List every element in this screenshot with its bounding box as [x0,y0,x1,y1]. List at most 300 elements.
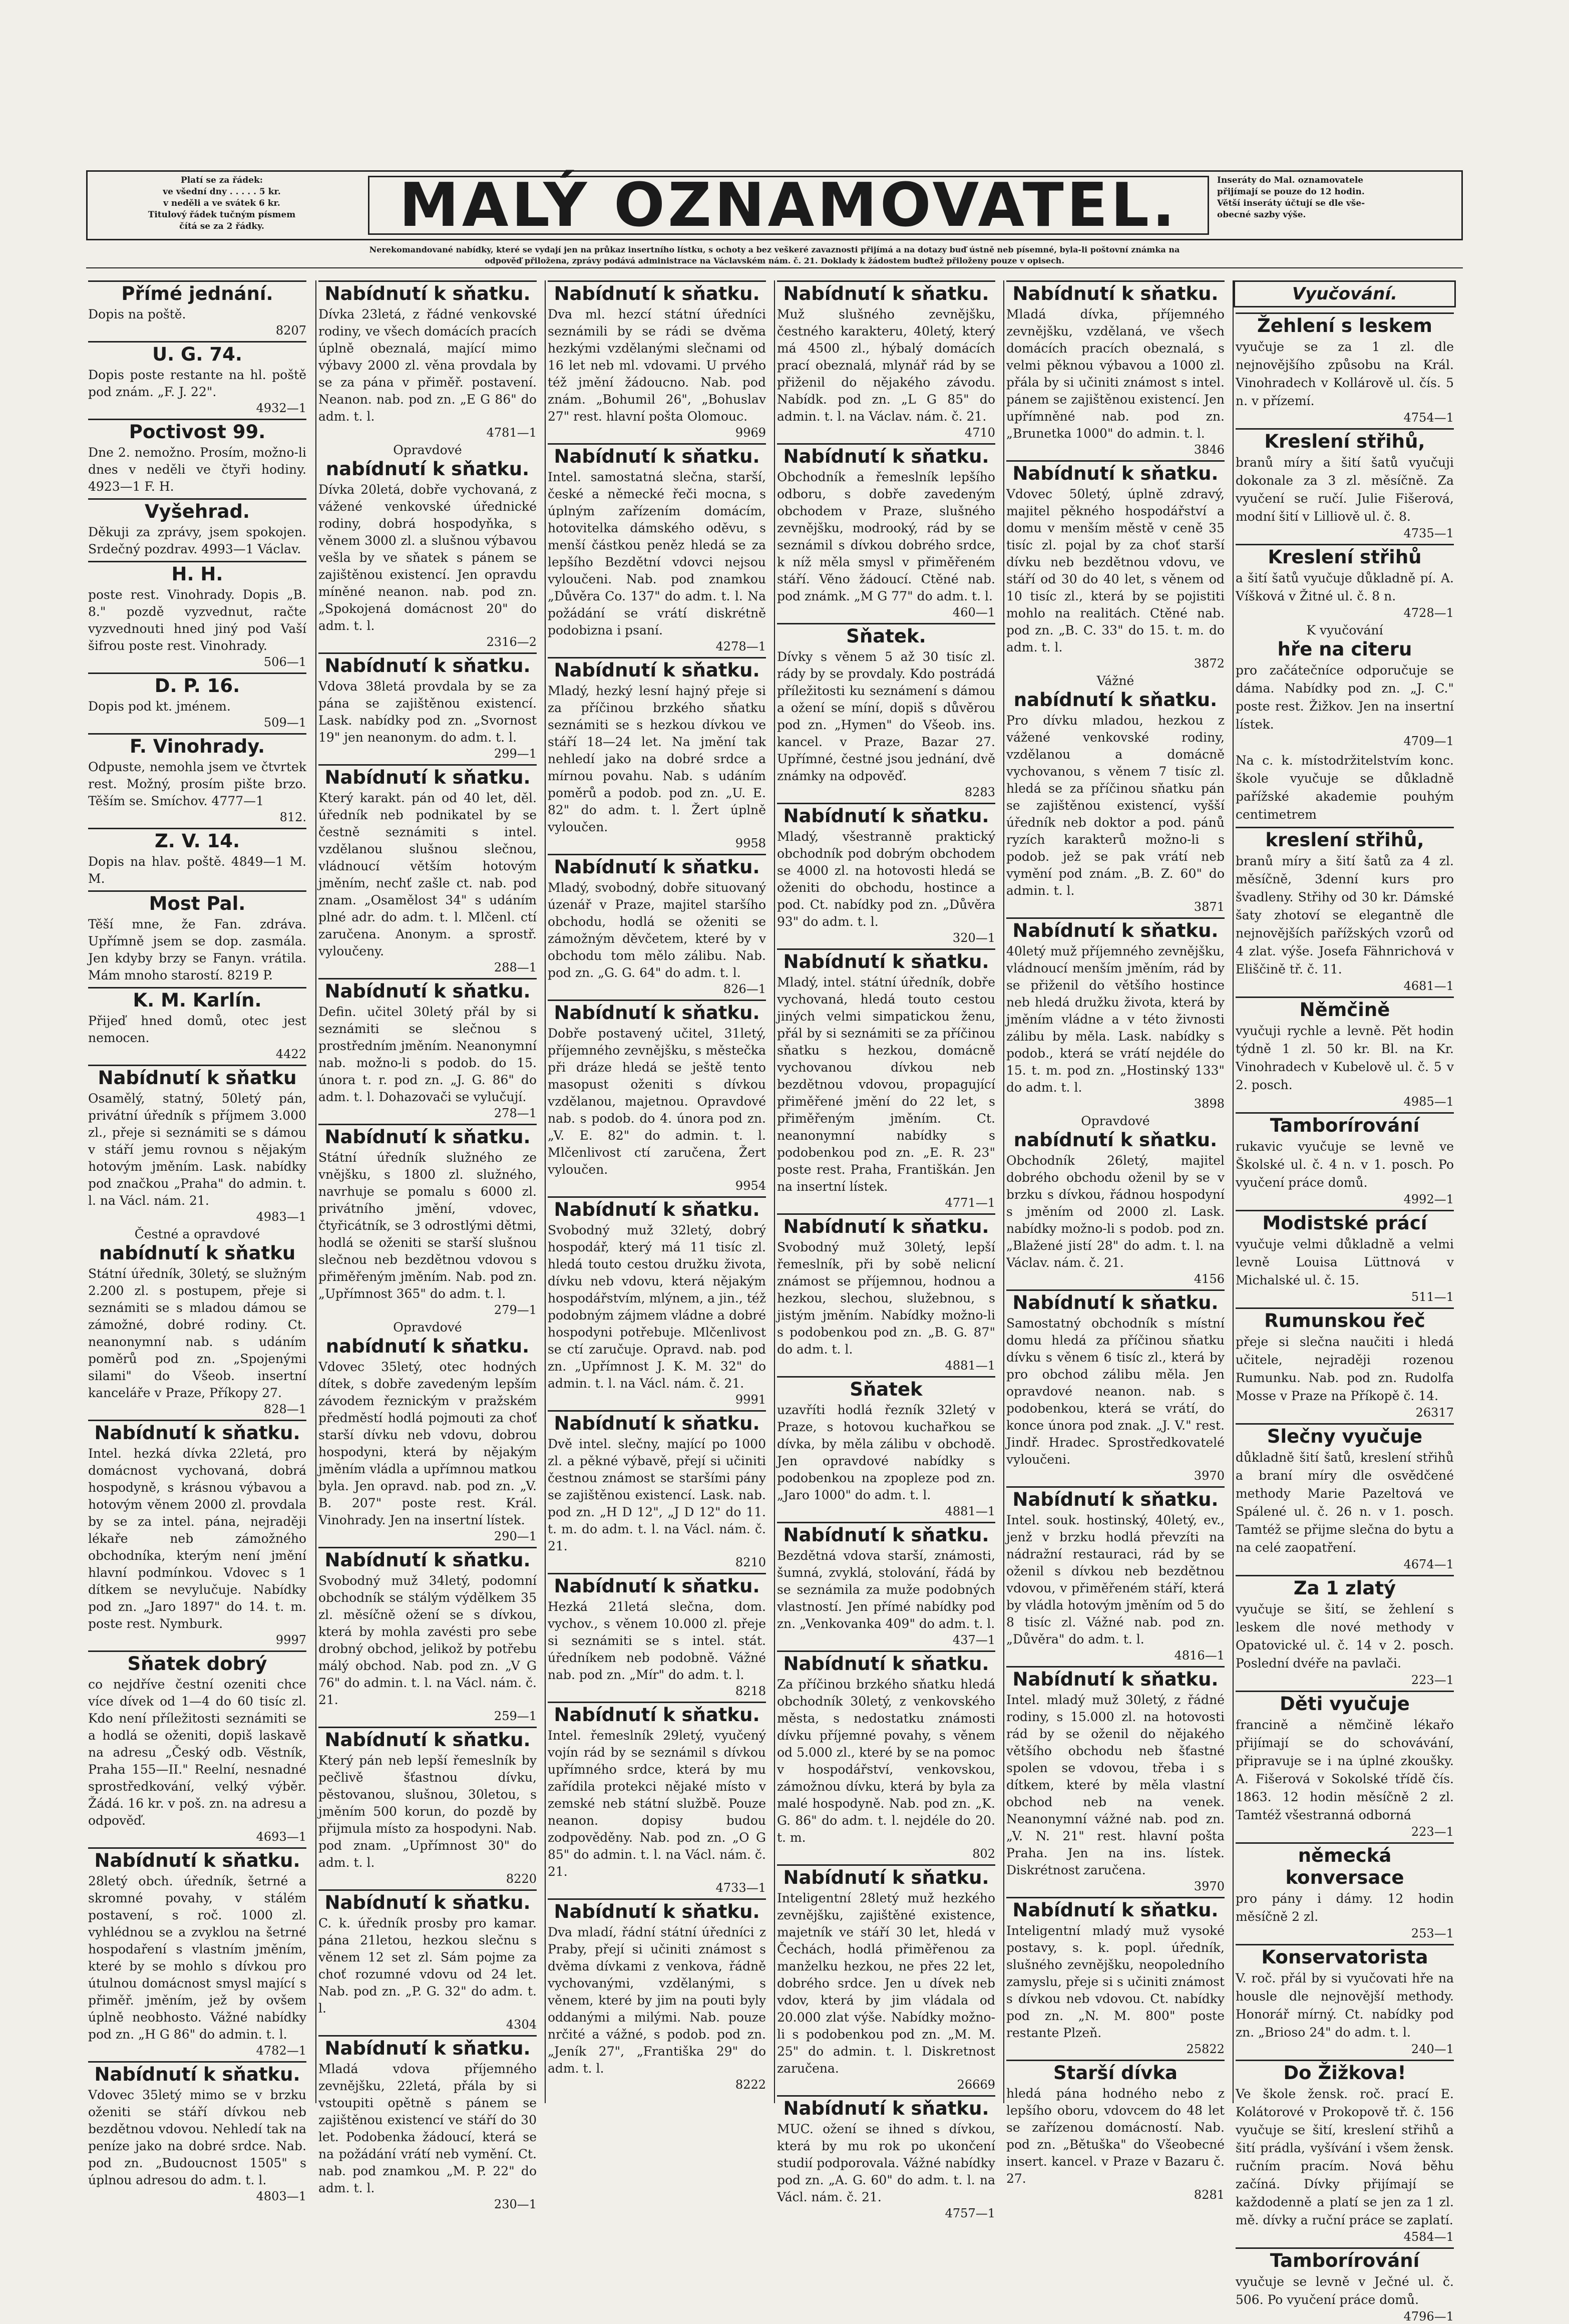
ad-body: branů míry a šití šatů za 4 zl. měsíčně, 3denní kurs pro švadleny. Střihy od 30 kr. Dámské šaty zhotoví se elegantně dle nejnovějších pařížských vzorů od 4 zlat. výše. Josefa Fähnrichová v Eliščině tř. č. 11. [1236,854,1454,976]
ad-code: 4816—1 [1174,1648,1225,1663]
classified-ad [1236,1423,1454,1572]
ad-heading: Kreslení střihů, [1236,428,1454,453]
ad-heading: Rumunskou řeč [1236,1307,1454,1332]
ad-code: 4693—1 [256,1830,306,1844]
classified-ad [318,280,537,440]
ad-code: 4735—1 [1403,526,1454,540]
ad-heading: Sňatek dobrý [88,1650,306,1675]
classified-ad [318,978,537,1121]
ad-code: 259—1 [494,1709,537,1723]
ad-heading: hře na citeru [1277,638,1412,660]
ad-heading: Nabídnutí k sňatku. [318,2035,537,2060]
ad-body: a šití šatů vyučuje důkladně pí. A. Víšková v Žitné ul. č. 8 n. [1236,571,1454,603]
ad-body: co nejdříve čestní ozeniti chce více dívek od 1—4 do 60 tisíc zl. Kdo není příležitosti seznámiti se a hodlá se oženiti, dopiš laskavě na adresu „Český odb. Věstník, Praha 155—II." Reelní, nesnadné sprostředkování, velký výběr. Žádá. 16 kr. v poš. zn. na adresu a odpověď. [88,1677,306,1828]
ad-preheading: Opravdové [393,1320,462,1335]
classified-ad [548,854,766,997]
ad-code: 8222 [735,2078,766,2092]
ad-code: 3970 [1194,1879,1225,1893]
ad-heading: Nabídnutí k sňatku. [318,978,537,1003]
classified-ad [318,1547,537,1724]
ad-body: vyučuje se za 1 zl. dle nejnovějšího způsobu na Král. Vinohradech v Kollárově ul. čís. 5 n. v přízemí. [1236,340,1454,408]
ad-code: 4733—1 [715,1881,766,1895]
ad-body: Vdovec 35letý, otec hodných dítek, s dobře zavedeným lepším závodem řeznickým v pražském předměstí hodlá pojmouti za choť starší dívku neb vdovu, dobrou hospodyni, která by nějakým jměním vládla a upřímnou matkou byla. Jen opravd. nab. pod zn. „V. B. 207" poste rest. Král. Vinohrady. Jen na insertní lístek. [318,1360,537,1527]
ad-heading: Poctivost 99. [88,419,306,443]
ad-body: Který pán neb lepší řemeslník by pečlivě šťastnou dívku, pěstovanou, slušnou, 30letou, s jměním 500 korun, do pozdě by přijmula místo za hospodyni. Nab. pod znam. „Upřímnost 30" do adm. t. l. [318,1753,537,1870]
classified-ad [1236,544,1454,620]
ad-code: 223—1 [1411,1825,1454,1839]
ad-heading: Nabídnutí k sňatku. [318,652,537,677]
classified-ad [1236,1575,1454,1688]
ad-body: Mladá dívka, příjemného zevnějšku, vzdělaná, ve všech domácích pracích obeznalá, s velmi pěknou výbavou a 1000 zl. přála by si učiniti známost s intel. pánem se zajištěnou existencí. Jen upřímněné nab. pod zn. „Brunetka 1000" do admin. t. l. [1006,307,1225,441]
classified-ad [88,987,306,1062]
ad-body: Odpuste, nemohla jsem ve čtvrtek rest. Možný, prosím pište brzo. Těším se. Smíchov. 4777—1 [88,760,306,808]
ad-body: Dívka 23letá, z řádné venkovské rodiny, ve všech domácích pracích úplně obeznalá, mající mimo výbavy 2000 zl. věna provdala by se za pána v přiměř. postavení. Neanon. nab. pod zn. „E G 86" do adm. t. l. [318,307,537,424]
classified-ad [777,1650,995,1861]
ad-heading: Most Pal. [88,890,306,915]
ad-body: Dva ml. hezcí státní úředníci seznámili by se rádi se dvěma hezkými vzdělanými slečnami od 16 let neb ml. vdovami. U prvého též jmění žádoucno. Nab. pod znám. „Bohumil 26", „Bohuslav 27" rest. hlavní pošta Olomouc. [548,307,766,424]
ad-heading: Nabídnutí k sňatku. [88,1847,306,1872]
classified-ad [88,280,306,338]
ad-body: francině a němčině lékařo přijímají se do schovávání, připravuje se i na úplné zkoušky. A. Fišerová v Sokolské třídě čís. 1863. 12 hodin měsíčně 2 zl. Tamtéž všestranná odborná [1236,1718,1454,1822]
classified-ad [548,657,766,851]
ad-code: 223—1 [1411,1673,1454,1687]
ad-heading: Nabídnutí k sňatku. [1006,1289,1225,1314]
ad-heading: Nabídnutí k sňatku. [548,1898,766,1923]
ad-heading: Vyšehrad. [88,498,306,523]
ad-code: 511—1 [1411,1290,1454,1304]
ad-heading: kreslení střihů, [1236,827,1454,851]
ad-heading: Nabídnutí k sňatku. [1006,280,1225,305]
ad-code: 4754—1 [1403,411,1454,425]
ad-code: 4156 [1194,1272,1225,1286]
classified-ad [1236,2060,1454,2244]
classified-ad [548,1702,766,1895]
classified-ad [1006,1897,1225,2057]
ad-body: Intel. hezká dívka 22letá, pro domácnost vychovaná, dobrá hospodyně, s krásnou výbavou a hotovým věnem 2000 zl. provdala by se za intel. pána, nejraději lékaře neb zámožného obchodníka, kterým není jmění hlavní podmínkou. Vdovec s 1 dítkem se nevylučuje. Nabídky pod zn. „Jaro 1897" do 14. t. m. poste rest. Nymburk. [88,1446,306,1631]
ad-code: 25822 [1186,2042,1225,2056]
ad-body: Mladá vdova příjemného zevnějšku, 22letá, přála by si vstoupiti opětně s pánem se zajištěnou existencí ve stáří do 30 let. Podobenka žádoucí, která se na požádání vrátí neb vymění. Ct. nab. pod znamkou „M. P. 22" do adm. t. l. [318,2062,537,2195]
deadline-notice: Inseráty do Mal. oznamovatele přijímají se pouze do 12 hodin. Větší inseráty účtují se dle vše- obecné sazby výše. [1217,175,1365,220]
ad-body: Svobodný muž 32letý, dobrý hospodář, který má 11 tisíc zl. hledá touto cestou družku života, dívku neb vdovu, která nějakým hospodářstvím, mlýnem, a jin., též podobným zájmem vládne a dobré hospodyni potřebuje. Mlčenlivost se ctí zaručuje. Opravd. nab. pod zn. „Upřímnost J. K. M. 32" do admin. t. l. na Václ. nám. č. 21. [548,1223,766,1391]
ad-code: 8210 [735,1555,766,1569]
ad-heading: Nabídnutí k sňatku. [777,1213,995,1238]
classified-ad [777,1864,995,2092]
ad-code: 9954 [735,1179,766,1193]
ad-body: Mladý, svobodný, dobře situovaný úzenář v Praze, majitel staršího obchodu, hodlá se oženiti se zámožným děvčetem, které by v obchodu tom mělo zálibu. Nab. pod zn. „G. G. 64" do adm. t. l. [548,880,766,980]
ad-column [315,280,539,2211]
ad-heading: Nabídnutí k sňatku. [777,1864,995,1889]
ad-code: 2316—2 [486,635,537,649]
ad-body: Muž slušného zevnějšku, čestného karakteru, 40letý, který má 4500 zl., hýbalý domácích prací obeznalá, mlynář rád by se přiženil do nějakého závodu. Nabídk. pod zn. „L G 85" do admin. t. l. na Václav. nám. č. 21. [777,307,995,424]
ad-body: Svobodný muž 30letý, lepší řemeslník, při by sobě nelicní známost se příjemnou, hodnou a hezkou, slechou, služebnou, s jistým jměním. Nabídky možno-li s podobenkou pod zn. „B. G. 87" do adm. t. l. [777,1240,995,1357]
ad-heading: Nabídnutí k sňatku. [777,1650,995,1675]
ad-code: 828—1 [263,1402,306,1416]
classified-ad [777,1522,995,1647]
ad-heading: nabídnutí k sňatku [99,1242,296,1264]
ad-code: 290—1 [494,1529,537,1543]
ad-code: 3871 [1194,900,1225,914]
administration-notice: Nerekomandované nabídky, které se vydají jen na průkaz insertního lístku, s ochoty a bez veškeré zavaznosti přijímá a na dotazy buď ústně neb písemné, byla-li poštovní známka na odpověď přiložena, zprávy podává administrace na Václavském nám. č. 21. Doklady k žádostem buďtež přiloženy pouze v opisech. [86,244,1463,268]
ad-heading: Nabídnutí k sňatku. [548,1410,766,1435]
ad-code: 26317 [1415,1406,1454,1420]
ad-code: 4881—1 [945,1504,995,1518]
ad-heading: nabídnutí k sňatku. [1013,1129,1218,1151]
ad-body: Dopis poste restante na hl. poště pod znám. „F. J. 22". [88,368,306,399]
classified-ad [1006,1486,1225,1663]
ad-body: Státní úředník služného ze vnějšku, s 1800 zl. služného, navrhuje se pomalu s 6000 zl. privátního jmění, vdovec, čtyřicátník, se 3 odrostlými dětmi, hodlá se oženiti se starší slušnou slečnou neb bezdětnou vdovou s přiměřeným jměním. Nab. pod zn. „Upřímnost 365" do adm. t. l. [318,1150,537,1301]
ad-heading: Nabídnutí k sňatku. [777,803,995,827]
ad-body: Defin. učitel 30letý přál by si seznámiti se slečnou s prostředním jměním. Neanonymní nab. možno-li s podob. do 15. února t. r. pod zn. „J. G. 86" do adm. t. l. Dohazovači se vylučují. [318,1005,537,1104]
classified-ad [318,1320,537,1544]
ad-body: Vdovec 50letý, úplně zdravý, majitel pěkného hospodářství a domu v menším městě v ceně 35 tisíc zl. pojal by za choť starší dívku neb bezdětnou vdovu, ve stáří od 30 do 40 let, s věnem od 10 tisíc zl., která by se pojistiti mohlo na realitách. Ctěné nab. pod zn. „B. C. 33" do 15. t. m. do adm. t. l. [1006,487,1225,654]
ad-body: vyučuje se šití, se žehlení s leskem dle nové methody v Opatovické ul. č. 14 v 2. posch. Poslední dvéře na pavlači. [1236,1602,1454,1671]
classified-ad [88,828,306,887]
ad-code: 460—1 [952,605,995,619]
ad-heading: Nabídnutí k sňatku. [1006,1897,1225,1921]
ad-body: Svobodný muž 34letý, podomní obchodník se stálým výdělkem 35 zl. měsíčně ožení se s dívkou, která by mohla zavésti pro sebe drobný obchod, jelikož by potřebu málý obchod. Nab. pod zn. „V G 76" do admin. t. l. na Václ. nám. č. 21. [318,1573,537,1707]
ad-body: Mladý, všestranně praktický obchodník pod dobrým obchodem se 4000 zl. na hotovosti hledá se oženiti do obchodu, hostince a pod. Ct. nabídky pod zn. „Důvěra 93" do adm. t. l. [777,829,995,929]
ad-code: 9997 [275,1633,306,1647]
ad-heading: Nabídnutí k sňatku. [1006,917,1225,942]
ad-code: 288—1 [494,960,537,974]
classified-ad [1236,1944,1454,2057]
classified-ad [88,1065,306,1224]
classified-ad [777,2095,995,2221]
classified-ad [88,1650,306,1844]
ad-heading: Nabídnutí k sňatku. [548,854,766,878]
ad-code: 4728—1 [1403,606,1454,620]
ad-code: 26669 [957,2078,995,2092]
ad-body: Inteligentní 28letý muž hezkého zevnějšku, zajištěné existence, majetník ve stáří 30 let, hledá v Čechách, hodlá přiměřenou za manželku hezkou, ne přes 22 let, dobrého srdce. Jen u dívek neb vdov, která by jim vládala od 20.000 zlat výše. Nabídky možno-li s podobenkou pod zn. „M. M. 25" do admin. t. l. Diskretnost zaručena. [777,1891,995,2076]
ad-columns [86,280,1463,2323]
ad-body: Mladý, intel. státní úředník, dobře vychovaná, hledá touto cestou jiných velmi simpatickou ženu, přál by si seznámiti se za příčinou sňatku s hezkou, domácně vychovanou dívkou neb bezdětnou vdovou, propagující přiměřené jmění do 22 let, s přiměřeným jměním. Ct. neanonymní nabídky s podobenkou pod zn. „E. R. 23" poste rest. Praha, Františkán. Jen na insertní lístek. [777,975,995,1194]
ad-code: 826—1 [723,982,766,996]
ad-body: Za příčinou brzkého sňatku hledá obchodník 30letý, z venkovského města, s nedostatku známosti dívku příjemné povahy, s věnem od 5.000 zl., které by se na pomoc v hospodářství, venkovskou, zámožnou dívku, která by byla za malé hospodyně. Nab. pod zn. „K. G. 86" do adm. t. l. nejdéle do 20. t. m. [777,1677,995,1845]
ad-heading: Nabídnutí k sňatku. [1006,460,1225,485]
ad-body: Na c. k. místodržitelstvím konc. škole vyučuje se důkladně pařížské akademie pouhým centimetrem [1236,753,1454,822]
ad-preheading: Opravdové [1081,1114,1150,1128]
classified-ad [88,1420,306,1647]
ad-preheading: Čestné a opravdové [134,1227,260,1241]
ad-code: 4983—1 [256,1210,306,1224]
classified-ad [1006,674,1225,914]
classified-ad [548,1898,766,2092]
classified-ad [318,2035,537,2212]
classified-ad [548,443,766,654]
classified-ad [1236,623,1454,749]
ad-code: 9958 [735,836,766,850]
classified-ad [1006,1114,1225,1286]
ad-body: Intel. řemeslník 29letý, vyučený vojín rád by se seznámil s dívkou upřímného srdce, která by mu zařídila protekci nějaké místo v zemské neb státní službě. Pouze neanon. dopisy budou zodpověděny. Nab. pod zn. „O G 85" do admin. t. l. na Václ. nám. č. 21. [548,1728,766,1879]
ad-code: 4422 [275,1047,306,1061]
ad-code: 802 [972,1847,995,1861]
ad-body: Inteligentní mladý muž vysoké postavy, s. k. popl. úředník, slušného zevnějšku, neopoledního zamyslu, přeje si s učiniti známost s dívkou neb vdovou. Ct. nabídky pod zn. „N. M. 800" poste restante Plzeň. [1006,1923,1225,2040]
ad-heading: Tamborírování [1236,2247,1454,2272]
ad-heading: Nabídnutí k sňatku. [777,1522,995,1546]
classified-ad [88,341,306,416]
ad-heading: Z. V. 14. [88,828,306,852]
ad-body: Těší mne, že Fan. zdráva. Upřímně jsem se dop. zasmála. Jen kdyby brzy se Fanyn. vrátila. Mám mnoho starostí. 8219 P. [88,917,306,982]
ad-heading: Nabídnutí k sňatku. [548,1702,766,1726]
ad-preheading: Vážné [1096,674,1134,688]
classified-ad [777,280,995,440]
ad-code: 4985—1 [1403,1095,1454,1109]
ad-code: 4674—1 [1403,1557,1454,1571]
classified-ad [777,1376,995,1519]
ad-heading: Konservatorista [1236,1944,1454,1968]
ad-heading: nabídnutí k sňatku. [325,458,530,480]
ad-heading: Za 1 zlatý [1236,1575,1454,1599]
ad-body: Vdovec 35letý mimo se v brzku oženiti se stáří dívkou neb bezdětnou vdovou. Nehledí tak na peníze jako na dobré srdce. Nab. pod zn. „Budoucnost 1505" s úplnou adresou do adm. t. l. [88,2088,306,2187]
ad-heading: Nabídnutí k sňatku. [777,443,995,468]
ad-body: 28letý obch. úředník, šetrné a skromné povahy, v stálém postavení, s roč. 1000 zl. vyhlédnou se a zvyklou na šetrné hospodaření s vlastním jměním, které by se mohlo s dívkou pro útulnou domácnost smysl mající s přiměř. jměním, jež by ovšem úplně neobhosto. Vážné nabídky pod zn. „H G 86" do admin. t. l. [88,1874,306,2042]
classified-ad [318,1727,537,1886]
ad-body: Státní úředník, 30letý, se služným 2.200 zl. s postupem, přeje si seznámiti se s mladou dámou se zámožné, dobré rodiny. Ct. neanonymní nab. s udáním poměrů pod zn. „Spojenými silami" do Všeob. insertní kanceláře v Praze, Příkopy 27. [88,1266,306,1400]
ad-heading: Starší dívka [1006,2060,1225,2084]
ad-body: Který karakt. pán od 40 let, děl. úředník neb podnikatel by se čestně seznámiti s intel. vzdělanou slušnou slečnou, vládnoucí větším hotovým jměním, nechť zašle ct. nab. pod znam. „Osamělost 34" s udáním plné adr. do adm. t. l. Mlčenl. ctí zaručena. Anonym. a sprostř. vyloučeny. [318,791,537,958]
ad-code: 812. [279,810,306,824]
ad-heading: Nabídnutí k sňatku. [88,1420,306,1444]
ad-heading: Tamborírování [1236,1112,1454,1137]
ad-body: Děkuji za zprávy, jsem spokojen. Srdečný pozdrav. 4993—1 Václav. [88,525,306,556]
classified-ad [318,652,537,761]
ad-body: Pro dívku mladou, hezkou z vážené venkovské rodiny, vzdělanou a domácně vychovanou, s věnem 7 tisíc zl. hledá se za příčinou sňatku pán se zajištěnou existencí, vyšší úředník neb doktor a pod. pánů ryzích karakterů možno-li s podob. jež se pak vrátí neb vymění pod znám. „B. Z. 60" do admin. t. l. [1006,713,1225,898]
ad-code: 4932—1 [256,401,306,415]
ad-code: 4278—1 [715,639,766,653]
ad-code: 4757—1 [945,2206,995,2220]
ad-heading: Nabídnutí k sňatku. [88,2061,306,2086]
ad-body: Přijeď hned domů, otec jest nemocen. [88,1014,306,1045]
classified-ad [1236,1691,1454,1839]
classified-ad [548,1196,766,1407]
classified-ad [777,443,995,620]
classified-ad [548,280,766,440]
ad-code: 9991 [735,1393,766,1407]
ad-heading: Nabídnutí k sňatku. [548,443,766,468]
classified-ad [548,1000,766,1193]
classified-ad [548,1573,766,1699]
ad-body: vyučuje velmi důkladně a velmi levně Louisa Lüttnová v Michalské ul. č. 15. [1236,1237,1454,1287]
classified-ad [88,561,306,670]
ad-heading: Nabídnutí k sňatku. [318,1124,537,1148]
classified-ad [318,764,537,975]
ad-code: 299—1 [494,747,537,761]
ad-code: 278—1 [494,1106,537,1120]
ad-code: 3846 [1194,443,1225,457]
ad-body: Dne 2. nemožno. Prosím, možno-li dnes v neděli ve čtyři hodiny. 4923—1 F. H. [88,445,306,494]
classified-ad [88,419,306,495]
ad-code: 437—1 [952,1633,995,1647]
ad-code: 3898 [1194,1097,1225,1111]
ad-code: 4881—1 [945,1359,995,1373]
ad-heading: Do Žižkova! [1236,2060,1454,2084]
section-heading: Vyučování. [1234,280,1456,307]
ad-heading: Nabídnutí k sňatku. [318,1547,537,1571]
ad-code: 8281 [1194,2188,1225,2202]
ad-body: branů míry a šití šatů vyučuji dokonale za 3 zl. měsíčně. Za vyučení se ručí. Julie Fišerová, modní šití v Lilliově ul. č. 8. [1236,455,1454,524]
ad-heading: Nabídnutí k sňatku. [318,1727,537,1751]
ad-body: pro pány i dámy. 12 hodin měsíčně 2 zl. [1236,1891,1454,1924]
ad-body: důkladně šití šatů, kreslení střihů a braní míry dle osvědčené methody Marie Pazeltová ve Spálené ul. č. 26 n. v 1. posch. Tamtéž se přijme slečna do bytu a na celé zaopatření. [1236,1450,1454,1555]
ad-body: Vdova 38letá provdala by se za pána se zajištěnou existencí. Lask. nabídky pod zn. „Svornost 19" jen neanonym. do adm. t. l. [318,679,537,745]
classified-ad [1006,280,1225,457]
ad-body: Dva mladí, řádní státní úředníci z Praby, přejí si učiniti známost s dvěma dívkami z venkova, řádně vychovanými, vzdělanými, s věnem, které by jim na pouti byly oddanými a milými. Nab. pouze nrčité a vážné, s podob. pod zn. „Jeník 27", „Františka 29" do adm. t. l. [548,1925,766,2076]
ad-heading: Nabídnutí k sňatku. [318,1889,537,1914]
ad-code: 4771—1 [945,1196,995,1210]
ad-heading: německá konversace [1236,1842,1454,1889]
classified-ad [777,803,995,945]
ad-code: 4681—1 [1403,979,1454,993]
ad-heading: Nabídnutí k sňatku. [548,280,766,305]
ad-body: vyučuji rychle a levně. Pět hodin týdně 1 zl. 50 kr. Bl. na Kr. Vinohradech v Kubelově ul. č. 5 v 2. posch. [1236,1024,1454,1092]
classified-ad [1236,1307,1454,1420]
classified-ad [88,733,306,825]
ad-body: 40letý muž příjemného zevnějšku, vládnoucí menším jměním, rád by se přiženil do většího hostince neb hledá družku života, která by jměním vládne a v této živnosti zálibu by měla. Lask. nabídky s podob., která se vrátí nejdéle do 15. t. m. pod zn. „Hostinský 133" do adm. t. l. [1006,944,1225,1095]
ad-code: 4781—1 [486,426,537,440]
ad-heading: Nabídnutí k sňatku. [548,657,766,682]
ad-code: 8218 [735,1684,766,1698]
classified-ad [88,498,306,558]
ad-body: Hezká 21letá slečna, dom. vychov., s věnem 10.000 zl. přeje si seznámiti se s intel. stát. úředníkem neb podobně. Vážné nab. pod zn. „Mír" do adm. t. l. [548,1599,766,1682]
ad-body: Osamělý, statný, 50letý pán, privátní úředník s příjmem 3.000 zl., přeje si seznámiti se s dámou v stáří jemu rovnou s nějakým hotovým jměním. Lask. nabídky pod značkou „Praha" do admin. t. l. na Václ. nám. 21. [88,1091,306,1208]
ad-heading: Nabídnutí k sňatku. [1006,1666,1225,1691]
ad-body: Obchodník 26letý, majitel dobrého obchodu oženil by se v brzku s dívkou, řádnou hospodyní s jměním od 2000 zl. Lask. nabídky možno-li s podob. pod zn. „Blažené jistí 28" do adm. t. l. na Václav. nám. č. 21. [1006,1153,1225,1270]
ad-column [86,280,308,2203]
ad-body: C. k. úředník prosby pro kamar. pána 21letou, hezkou slečnu s věnem 12 set zl. Sám pojme za choť rozumné vdovu od 24 let. Nab. pod zn. „P. G. 32" do adm. t. l. [318,1916,537,2016]
ad-body: Mladý, hezký lesní hajný přeje si za příčinou brzkého sňatku seznámiti se s hezkou dívkou ve stáří 18—24 let. Na jmění tak nehledí jako na dobré srdce a mírnou povahu. Nab. s udáním poměrů a podob. pod zn. „U. E. 82" do adm. t. l. Žert úplně vyloučen. [548,684,766,834]
ad-body: přeje si slečna naučiti i hledá učitele, nejraději rozenou Rumunku. Nab. pod zn. Rudolfa Mosse v Praze na Příkopě č. 14. [1236,1335,1454,1403]
ad-code: 279—1 [494,1303,537,1317]
ad-heading: Nabídnutí k sňatku. [548,1573,766,1597]
ad-body: Intel. mladý muž 30letý, z řádné rodiny, s 15.000 zl. na hotovosti rád by se oženil do nějakého většího obchodu neb šťastné spolen se vdovou, třeba i s dítkem, které by měla vlastní obchod neb na venek. Neanonymní vážné nab. pod zn. „V. N. 21" rest. hlavní pošta Praha. Jen na ins. lístek. Diskrétnost zaručena. [1006,1693,1225,1877]
ad-body: Intel. samostatná slečna, starší, české a německé řeči mocna, s úplným zařízením domácím, hotovitelka dámského oděvu, s menší částkou peněz hledá se za lepšího Bezdětní vdovci nejsou vyloučeni. Nab. pod znamkou „Důvěra Co. 137" do adm. t. l. Na požádání se vrátí diskrétně podobizna i psaní. [548,470,766,637]
ad-heading: H. H. [88,561,306,585]
ad-heading: Nabídnutí k sňatku. [548,1196,766,1221]
ad-code: 3970 [1194,1469,1225,1483]
ad-code: 9969 [735,426,766,440]
ad-heading: Přímé jednání. [88,280,306,305]
ad-heading: Nabídnutí k sňatku. [318,764,537,789]
ad-heading: Slečny vyučuje [1236,1423,1454,1448]
classified-ad [318,443,537,649]
classified-ad [1236,752,1454,824]
ad-heading: Němčině [1236,997,1454,1021]
ad-code: 506—1 [263,655,306,669]
ad-code: 240—1 [1411,2042,1454,2056]
classified-ad [1236,1210,1454,1304]
ad-code: 4709—1 [1403,734,1454,748]
ad-body: Dvě intel. slečny, mající po 1000 zl. a pěkné výbavě, přejí si učiniti čestnou známost se staršími pány se zajištěnou existencí. Lask. nab. pod zn. „H D 12", „J D 12" do 11. t. m. do adm. t. l. na Václ. nám. č. 21. [548,1437,766,1553]
ad-body: hledá pána hodného nebo z lepšího oboru, vdovcem do 48 let se zařízenou domácností. Nab. pod zn. „Bětuška" do Všeobecné insert. kancel. v Praze v Bazaru č. 27. [1006,2086,1225,2186]
newspaper-page [86,170,1463,2323]
ad-heading: Kreslení střihů [1236,544,1454,568]
ad-code: 4584—1 [1403,2230,1454,2244]
title-box [368,170,1209,240]
ad-code: 4796—1 [1403,2309,1454,2323]
classified-ad [1236,1112,1454,1207]
classified-ad [1236,827,1454,993]
ad-body: Obchodník a řemeslník lepšího odboru, s dobře zavedeným obchodem v Praze, slušného zevnějšku, modrooký, rád by se seznámil s dívkou dobrého srdce, k níž měla smysl v přiměřeném stáří. Věno žádoucí. Ctěné nab. pod známk. „M G 77" do adm. t. l. [777,470,995,603]
classified-ad [1236,428,1454,541]
ad-heading: Nabídnutí k sňatku. [777,2095,995,2120]
classified-ad [318,1124,537,1317]
ad-body: Dobře postavený učitel, 31letý, příjemného zevnějšku, s městečka při dráze hledá se ještě tento masopust oženiti s dívkou vzdělanou, majetnou. Opravdové nab. s podob. do 4. února pod zn. „V. E. 82" do admin. t. l. Mlčenlivost ctí zaručena, Žert vyloučen. [548,1026,766,1177]
ad-heading: nabídnutí k sňatku. [325,1336,530,1357]
ad-heading: nabídnutí k sňatku. [1013,689,1218,711]
ad-heading: Sňatek. [777,623,995,647]
ad-heading: Sňatek [777,1376,995,1401]
classified-ad [1006,1289,1225,1483]
ad-heading: F. Vinohrady. [88,733,306,758]
ad-column [545,280,768,2103]
ad-body: Dopis na poště. [88,307,186,321]
classified-ad [88,1227,306,1417]
ad-heading: Modistské prácí [1236,1210,1454,1234]
ad-body: uzavříti hodlá řezník 32letý v Praze, s hotovou kuchařkou se dívka, by měla zálibu v obchodě. Jen opravdové nabídky s podobenkou na zpopleze pod zn. „Jaro 1000" do adm. t. l. [777,1403,995,1502]
classified-ad [88,890,306,984]
ad-code: 230—1 [494,2197,537,2211]
classified-ad [1006,1666,1225,1894]
ad-heading: Nabídnutí k sňatku. [318,280,537,305]
ad-body: Dívka 20letá, dobře vychovaná, z vážené venkovské úřednické rodiny, dobrá hospodyňka, s věnem 3000 zl. a slušnou výbavou vešla by ve sňatek s pánem se zajištěnou existencí. Jen opravdu míněné neanon. nab. pod zn. „Spokojená domácnost 20" do adm. t. l. [318,482,537,633]
classified-ad [88,2061,306,2204]
classified-ad [88,1847,306,2058]
classified-ad [1236,312,1454,425]
ad-code: 8220 [506,1872,537,1886]
ad-body: poste rest. Vinohrady. Dopis „B. 8." pozdě vyzvednut, račte vyzvednouti hned jiný pod Vaší šifrou poste rest. Vinohrady. [88,587,306,653]
classified-ad [1006,460,1225,671]
ad-heading: K. M. Karlín. [88,987,306,1012]
ad-heading: U. G. 74. [88,341,306,366]
ad-body: Dopis na hlav. poště. 4849—1 M. M. [88,854,306,886]
page-title: MALÝ OZNAMOVATEL. [399,170,1178,240]
ad-body: V. roč. přál by si vyučovati hře na housle dle nejnovější methody. Honorář mírný. Ct. nabídky pod zn. „Brioso 24" do adm. t. l. [1236,1971,1454,2040]
ad-heading: Nabídnutí k sňatku. [777,280,995,305]
ad-code: 8283 [964,785,995,799]
ad-body: Dívky s věnem 5 až 30 tisíc zl. rády by se provdaly. Kdo postrádá příležitosti ku seznámení s dámou a ožení se míní, dopiš s důvěrou pod zn. „Hymen" do Všeob. ins. kancel. v Praze, Bazar 27. Upřímné, čestné jsou jednání, dvě známky na odpověď. [777,649,995,783]
classified-ad [318,1889,537,2032]
ad-code: 509—1 [263,716,306,730]
classified-ad [777,623,995,800]
classified-ad [1236,2247,1454,2324]
ad-column [1233,280,1456,2323]
classified-ad [88,673,306,730]
classified-ad [777,1213,995,1373]
ad-body: Intel. souk. hostinský, 40letý, ev., jenž v brzku hodlá převzíti na nádražní restauraci, rád by se oženil s dívkou neb bezdětnou vdovou, v přiměřeném stáří, která by vládla hotovým jměním od 5 do 8 tisíc zl. Vážné nab. pod zn. „Důvěra" do adm. t. l. [1006,1513,1225,1646]
ad-preheading: K vyučování [1306,623,1383,637]
ad-body: Ve škole žensk. roč. prací E. Kolátorové v Prokopově tř. č. 156 vyučuje se šití, kreslení střihů a šití prádla, vyšívání i všem žensk. ručním pracím. Nová běhu začíná. Dívky přijímají se každodenně a platí se jen za 1 zl. mě. dívky a ruční práce se zaplatí. [1236,2087,1454,2227]
ad-code: 4992—1 [1403,1192,1454,1206]
ad-heading: Nabídnutí k sňatku. [777,948,995,973]
ad-heading: Žehlení s leskem [1236,312,1454,337]
classified-ad [1236,997,1454,1109]
ad-heading: Nabídnutí k sňatku. [1006,1486,1225,1511]
ad-body: MUC. ožení se ihned s dívkou, která by mu rok po ukončení studií podporovala. Vážné nabídky pod zn. „A. G. 60" do adm. t. l. na Václ. nám. č. 21. [777,2122,995,2204]
classified-ad [1006,2060,1225,2202]
ad-body: rukavic vyučuje se levně ve Školské ul. č. 4 n. v 1. posch. Po vyučení práce domů. [1236,1139,1454,1190]
classified-ad [548,1410,766,1570]
ad-code: 320—1 [952,931,995,945]
ad-preheading: Opravdové [393,443,462,457]
ad-code: 4710 [964,426,995,440]
ad-column [774,280,997,2220]
ad-code: 4782—1 [256,2044,306,2058]
ad-code: 3872 [1194,656,1225,671]
ad-code: 8207 [275,323,306,338]
ad-heading: Nabídnutí k sňatku [88,1065,306,1089]
ad-body: Samostatný obchodník s místní domu hledá za příčinou sňatku dívku s věnem 6 tisíc zl., která by pro obchod zálibu měla. Jen opravdové neanon. nab. s podobenkou, která se vrátí, do konce února pod znak. „J. V." rest. Jindř. Hradec. Sprostředkovatelé vyloučeni. [1006,1316,1225,1467]
ad-heading: D. P. 16. [88,673,306,697]
